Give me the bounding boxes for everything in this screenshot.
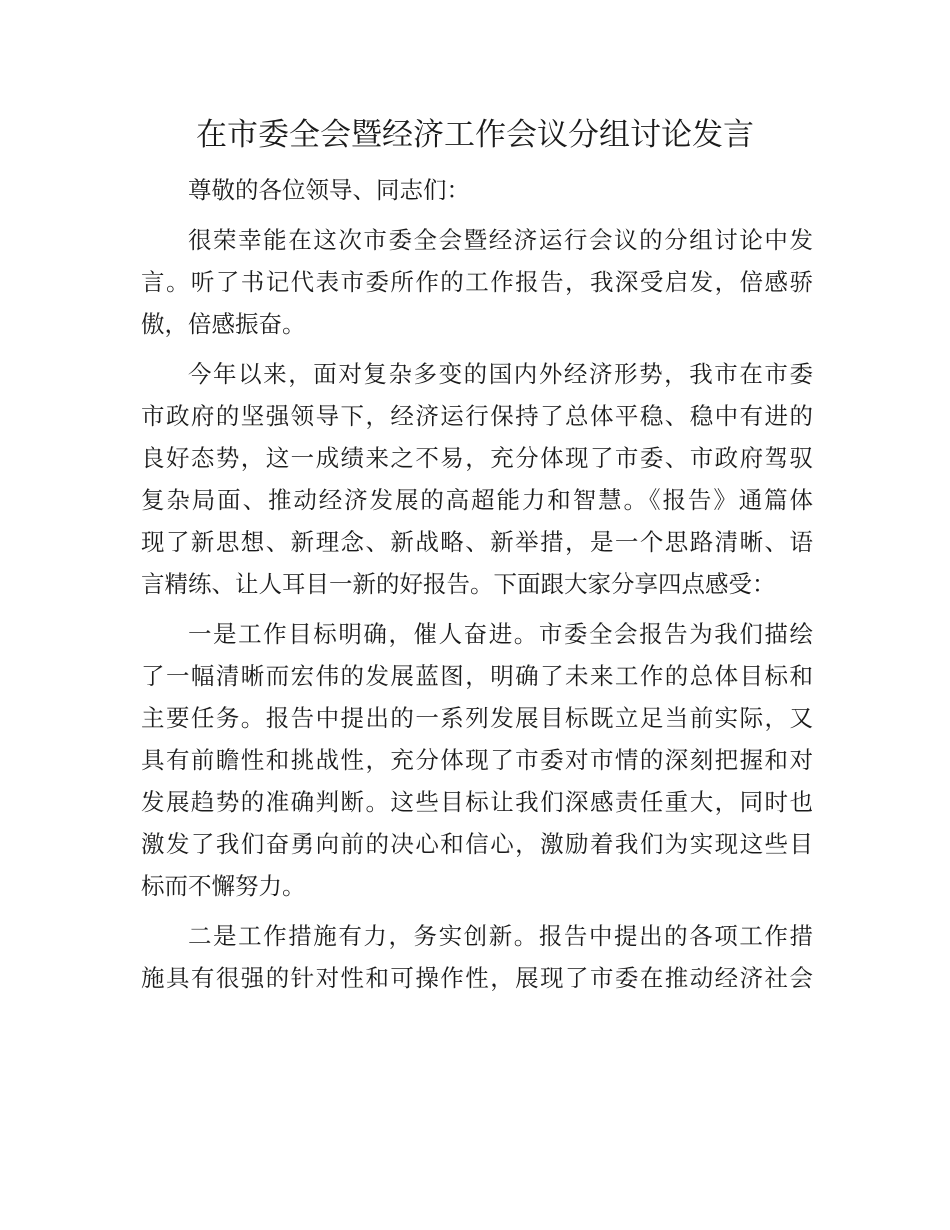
- text-line: 了一幅清晰而宏伟的发展蓝图，明确了未来工作的总体目标和: [141, 662, 813, 690]
- text-line: 具有前瞻性和挑战性，充分体现了市委对市情的深刻把握和对: [141, 746, 813, 774]
- text-line: 激发了我们奋勇向前的决心和信心，激励着我们为实现这些目: [141, 830, 813, 858]
- text-line: 一是工作目标明确，催人奋进。市委全会报告为我们描绘: [188, 620, 813, 648]
- paragraph-point-one: [141, 613, 813, 907]
- text-line: 发展趋势的准确判断。这些目标让我们深感责任重大，同时也: [141, 788, 813, 816]
- text-line: 很荣幸能在这次市委全会暨经济运行会议的分组讨论中发: [188, 226, 813, 254]
- paragraph-intro: [141, 219, 813, 345]
- text-line: 二是工作措施有力，务实创新。报告中提出的各项工作措: [188, 922, 813, 950]
- text-line: 主要任务。报告中提出的一系列发展目标既立足当前实际，又: [141, 704, 813, 732]
- text-line: 复杂局面、推动经济发展的高超能力和智慧。《报告》通篇体: [141, 486, 813, 514]
- text-line: 良好态势，这一成绩来之不易，充分体现了市委、市政府驾驭: [141, 444, 813, 472]
- text-line: 今年以来，面对复杂多变的国内外经济形势，我市在市委: [188, 360, 813, 388]
- text-line: 施具有很强的针对性和可操作性，展现了市委在推动经济社会: [141, 964, 813, 992]
- paragraph-point-two: [141, 915, 813, 999]
- text-line: 尊敬的各位领导、同志们：: [188, 176, 470, 204]
- document-body: [141, 169, 813, 999]
- text-line: 标而不懈努力。: [141, 872, 306, 900]
- text-line: 现了新思想、新理念、新战略、新举措，是一个思路清晰、语: [141, 528, 813, 556]
- text-line: 言精练、让人耳目一新的好报告。下面跟大家分享四点感受：: [141, 570, 776, 598]
- paragraph-salutation: [141, 169, 813, 211]
- document-title: 在市委全会暨经济工作会议分组讨论发言: [196, 117, 754, 153]
- text-line: 市政府的坚强领导下，经济运行保持了总体平稳、稳中有进的: [141, 402, 813, 430]
- paragraph-situation: [141, 353, 813, 605]
- text-line: 言。听了书记代表市委所作的工作报告，我深受启发，倍感骄: [141, 268, 813, 296]
- text-line: 傲，倍感振奋。: [141, 310, 306, 338]
